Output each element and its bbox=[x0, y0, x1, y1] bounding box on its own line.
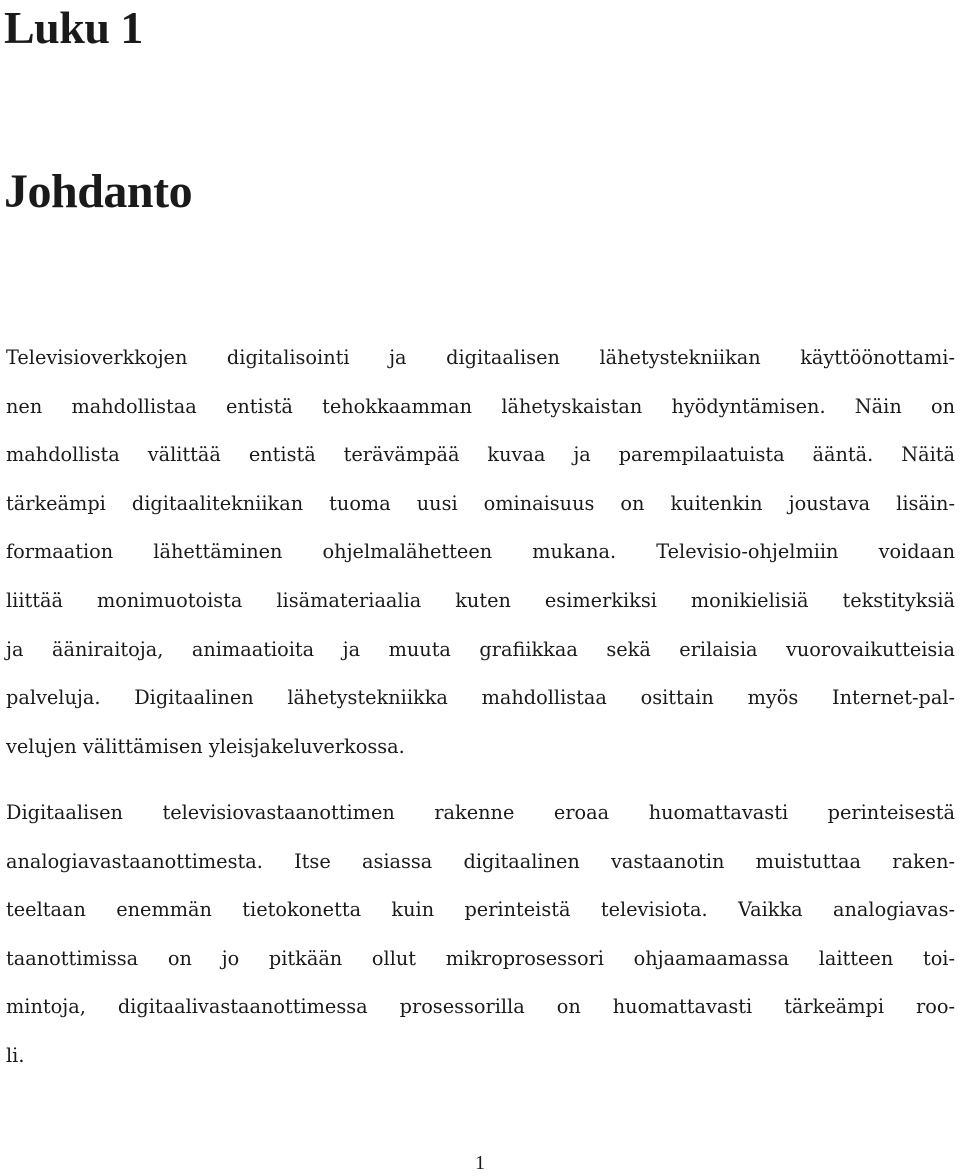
text-line: mahdollista välittää entistä terävämpää kuvaa ja parempilaatuista ääntä. Näitä bbox=[6, 443, 955, 467]
text-line: Televisioverkkojen digitalisointi ja digitaalisen lähetystekniikan käyttöönottami- bbox=[6, 346, 955, 369]
text-line: liittää monimuotoista lisämateriaalia kuten esimerkiksi monikielisiä tekstityksiä bbox=[6, 588, 955, 612]
text-line: analogiavastaanottimesta. Itse asiassa digitaalinen vastaanotin muistuttaa raken- bbox=[6, 849, 955, 873]
text-line: nen mahdollistaa entistä tehokkaamman lähetyskaistan hyödyntämisen. Näin on bbox=[6, 394, 955, 418]
text-line: li. bbox=[6, 1043, 25, 1067]
text-line: teeltaan enemmän tietokonetta kuin perinteistä televisiota. Vaikka analogiavas- bbox=[6, 898, 955, 922]
text-line: palveluja. Digitaalinen lähetystekniikka mahdollistaa osittain myös Internet-pal- bbox=[6, 686, 955, 710]
text-line: tärkeämpi digitaalitekniikan tuoma uusi ominaisuus on kuitenkin joustava lisäin- bbox=[6, 491, 955, 515]
paragraph-1 bbox=[6, 334, 955, 771]
text-line: velujen välittämisen yleisjakeluverkossa. bbox=[6, 734, 405, 758]
text-line: ja ääniraitoja, animaatioita ja muuta grafiikkaa sekä erilaisia vuorovaikutteisia bbox=[6, 637, 955, 661]
page-number: 1 bbox=[475, 1152, 485, 1174]
text-line: taanottimissa on jo pitkään ollut mikroprosessori ohjaamaamassa laitteen toi- bbox=[6, 946, 955, 970]
chapter-title: Johdanto bbox=[4, 165, 193, 218]
text-line: mintoja, digitaalivastaanottimessa prosessorilla on huomattavasti tärkeämpi roo- bbox=[6, 995, 955, 1019]
paragraph-2 bbox=[6, 789, 955, 1081]
text-line: formaation lähettäminen ohjelmalähetteen mukana. Televisio-ohjelmiin voidaan bbox=[6, 540, 955, 564]
text-line: Digitaalisen televisiovastaanottimen rakenne eroaa huomattavasti perinteisestä bbox=[6, 801, 955, 824]
chapter-label: Luku 1 bbox=[4, 2, 143, 53]
